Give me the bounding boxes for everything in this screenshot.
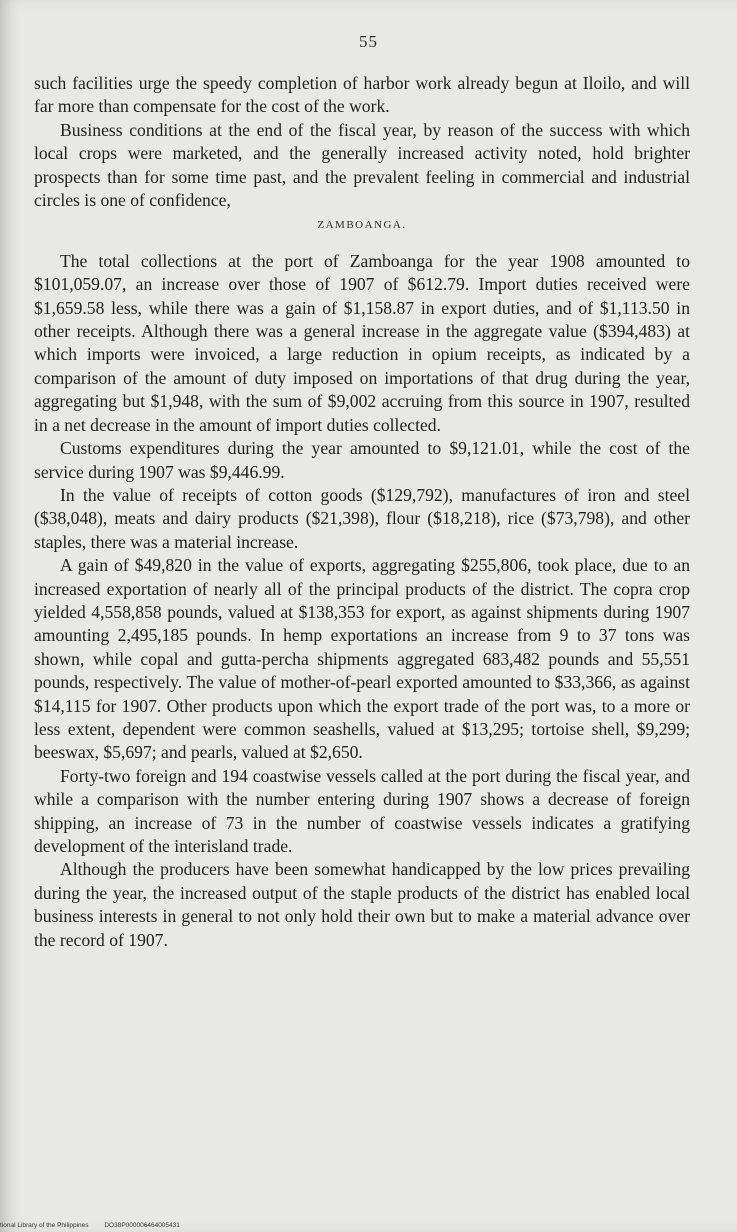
footer-identifier: DO38P000006464005431 [104, 1222, 180, 1229]
paragraph-total-collections: The total collections at the port of Zamboanga for the year 1908 amounted to $101,059.07, an increase over those of 1907 of $612.79. Import duties received were $1,659.58 less, while there was a gain of $1,158.87 in export duties, and of $1,113.50 in other receipts. Although there was a general increase in the aggregate value ($394,483) at which imports were invoiced, a large reduction in opium receipts, as indicated by a comparison of the amount of duty imposed on importations of that drug during the year, aggregating but $1,948, with the sum of $9,002 accruing from this source in 1907, resulted in a net decrease in the amount of import duties collected. [34, 250, 690, 435]
body-text [34, 72, 690, 952]
section-heading-zamboanga: ZAMBOANGA. [317, 219, 407, 232]
paragraph-import-values: In the value of receipts of cotton goods ($129,792), manufactures of iron and steel ($38,048), meats and dairy products ($21,398), flour ($18,218), rice ($73,798), and other staples, there was a material increase. [34, 484, 690, 552]
paragraph-vessels: Forty-two foreign and 194 coastwise vessels called at the port during the fiscal year, and while a comparison with the number entering during 1907 shows a decrease of foreign shipping, an increase of 73 in the number of coastwise vessels indicates a gratifying development of the interisland trade. [34, 765, 690, 856]
page-number: 55 [359, 32, 378, 51]
paragraph-continuation: such facilities urge the speedy completion of harbor work already begun at Iloilo, and will far more than compensate for the cost of the work. [34, 73, 690, 117]
scan-footer [0, 1222, 194, 1229]
paragraph-business-conditions: Business conditions at the end of the fiscal year, by reason of the success with which local crops were marketed, and the generally increased activity noted, hold brighter prospects than for some time past, and the prevalent feeling in commercial and industrial circles is one of confidence, [34, 119, 690, 211]
footer-library: tional Library of the Philippines [0, 1222, 89, 1229]
paragraph-customs-expenditures: Customs expenditures during the year amounted to $9,121.01, while the cost of the service during 1907 was $9,446.99. [34, 438, 690, 482]
paragraph-exports: A gain of $49,820 in the value of exports, aggregating $255,806, took place, due to an increased exportation of nearly all of the principal products of the district. The copra crop yielded 4,558,858 pounds, valued at $138,353 for export, as against shipments during 1907 amounting 2,495,185 pounds. In hemp exportations an increase from 9 to 37 tons was shown, while copal and gutta-percha shipments aggregated 683,482 pounds and 55,551 pounds, respectively. The value of mother-of-pearl exported amounted to $33,366, as against $14,115 for 1907. Other products upon which the export trade of the port was, to a more or less extent, dependent were common seashells, valued at $13,295; tortoise shell, $9,299; beeswax, $5,697; and pearls, valued at $2,650. [34, 555, 690, 763]
paragraph-producers: Although the producers have been somewhat handicapped by the low prices prevailing during the year, the increased output of the staple products of the district has enabled local business interests in general to not only hold their own but to make a material advance over the record of 1907. [34, 859, 690, 950]
